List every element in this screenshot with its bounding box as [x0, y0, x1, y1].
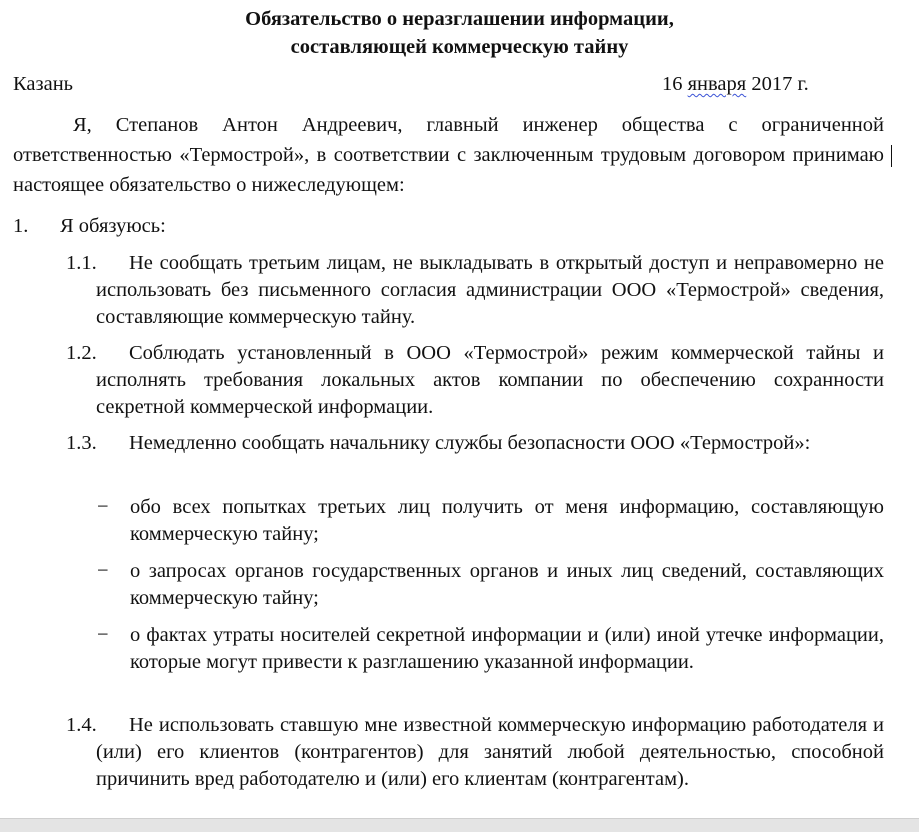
- dash-item-3[interactable]: о фактах утраты носителей секретной информации и (или) иной утечке информации, которые могут привести к разглашению указанной информации.: [130, 624, 884, 673]
- subitem-1-4-text[interactable]: Не использовать ставшую мне известной коммерческую информацию работодателя и (или) его клиентов (контрагентов) для занятий любой деятельностью, способной причинить вред работодателю и (или) его клиентам (контрагентам).: [96, 714, 884, 790]
- date-month: января: [687, 73, 747, 95]
- dash-item-1[interactable]: обо всех попытках третьих лиц получить от меня информацию, составляющую коммерческую тайну;: [130, 496, 884, 545]
- horizontal-scrollbar[interactable]: [0, 818, 919, 832]
- city: Казань: [13, 73, 74, 95]
- subitem-1-1-number: 1.1.: [66, 252, 97, 274]
- date-day: 16: [662, 73, 683, 95]
- dash-bullet: −: [97, 624, 109, 646]
- dash-bullet: −: [97, 560, 109, 582]
- dash-bullet: −: [97, 496, 109, 518]
- subitem-1-2-number: 1.2.: [66, 342, 97, 364]
- item-1-number: 1.: [13, 215, 29, 237]
- subitem-1-4-number: 1.4.: [66, 714, 97, 736]
- document-title-line-2: составляющей коммерческую тайну: [290, 36, 629, 58]
- date-year: 2017 г.: [751, 73, 809, 95]
- document-title-line-1: Обязательство о неразглашении информации,: [245, 8, 674, 30]
- subitem-1-3-text[interactable]: Немедленно сообщать начальнику службы безопасности ООО «Термострой»:: [129, 432, 811, 454]
- subitem-1-1-text[interactable]: Не сообщать третьим лицам, не выкладывать в открытый доступ и неправомерно не использовать без письменного согласия администрации ООО «Термострой» сведения, составляющие коммерческую тайну.: [96, 252, 884, 328]
- subitem-1-3-number: 1.3.: [66, 432, 97, 454]
- intro-paragraph[interactable]: Я, Степанов Антон Андреевич, главный инженер общества с ограниченной ответственностью «Термострой», в соответствии с заключенным трудовым договором принимаю настоящее обязательство о нижеследующем:: [13, 114, 884, 196]
- dash-item-2[interactable]: о запросах органов государственных органов и иных лиц сведений, составляющих коммерческую тайну;: [130, 560, 884, 609]
- document-date: [662, 70, 809, 98]
- text-cursor: [891, 145, 892, 167]
- item-1-text[interactable]: Я обязуюсь:: [60, 215, 166, 237]
- subitem-1-2-text[interactable]: Соблюдать установленный в ООО «Термострой» режим коммерческой тайны и исполнять требования локальных актов компании по обеспечению сохранности секретной коммерческой информации.: [96, 342, 884, 418]
